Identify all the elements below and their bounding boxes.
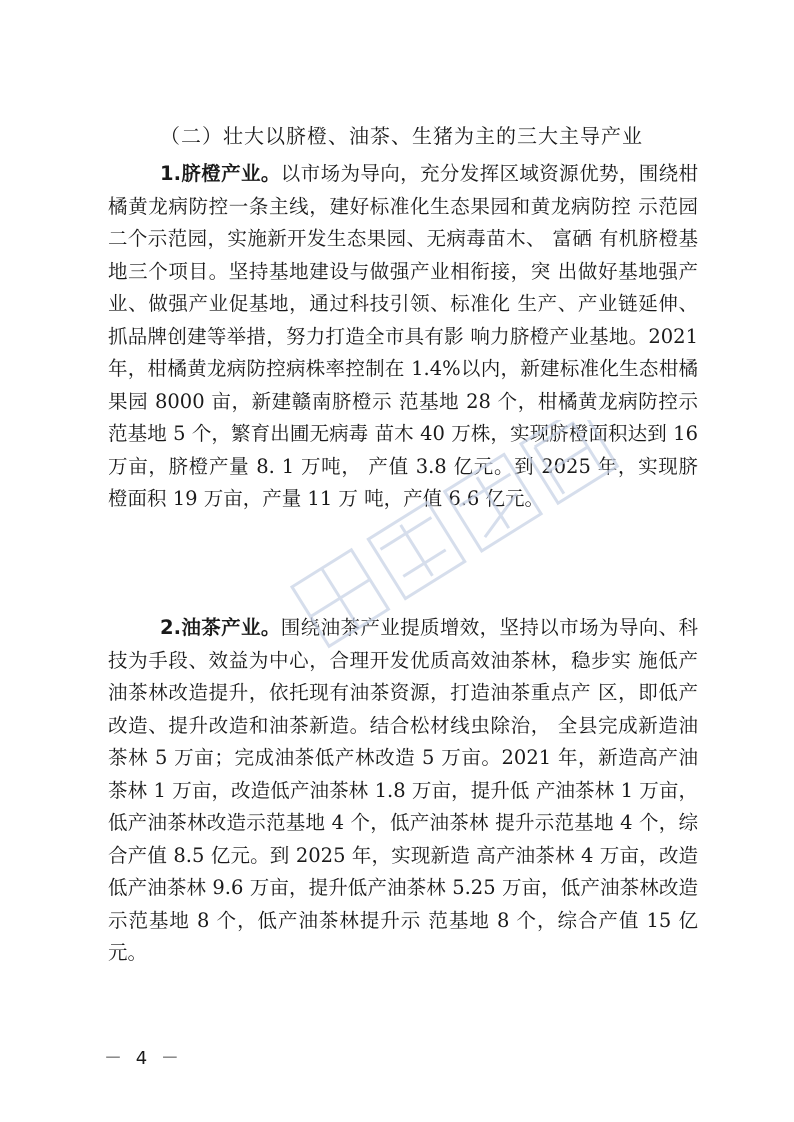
camellia-title: 2.油茶产业。: [160, 616, 281, 639]
page-number: － 4 －: [104, 1048, 183, 1069]
section-heading: （二）壮大以脐橙、油茶、生猪为主的三大主导产业: [160, 124, 643, 148]
camellia-paragraph: [108, 612, 698, 970]
navel-orange-title: 1.脐橙产业。: [160, 162, 281, 185]
navel-orange-paragraph: [108, 158, 698, 516]
camellia-body: 围绕油茶产业提质增效，坚持以市场为导向、科技为手段、效益为中心，合理开发优质高效油茶林，稳步实 施低产油茶林改造提升，依托现有油茶资源，打造油茶重点产 区，即低产改造、提升改造和油茶新造。结合松材线虫除治， 全县完成新造油茶林 5 万亩；完成油茶低产林改造 5 万亩。2021 年，新造高产油茶林 1 万亩，改造低产油茶林 1.8 万亩，提升低 产油茶林 1 万亩，低产油茶林改造示范基地 4 个，低产油茶林 提升示范基地 4 个，综合产值 8.5 亿元。到 2025 年，实现新造 高产油茶林 4 万亩，改造低产油茶林 9.6 万亩，提升低产油茶林 5.25 万亩，低产油茶林改造示范基地 8 个，低产油茶林提升示 范基地 8 个，综合产值 15 亿元。: [108, 616, 698, 964]
navel-orange-body: 以市场为导向，充分发挥区域资源优势，围绕柑橘黄龙病防控一条主线，建好标准化生态果园和黄龙病防控 示范园二个示范园，实施新开发生态果园、无病毒苗木、 富硒 有机脐橙基地三个项目。坚持基地建设与做强产业相衔接，突 出做好基地强产业、做强产业促基地，通过科技引领、标准化 生产、产业链延伸、抓品牌创建等举措，努力打造全市具有影 响力脐橙产业基地。2021 年，柑橘黄龙病防控病株率控制在 1.4%以内，新建标准化生态柑橘果园 8000 亩，新建赣南脐橙示 范基地 28 个，柑橘黄龙病防控示范基地 5 个，繁育出圃无病毒 苗木 40 万株，实现脐橙面积达到 16 万亩，脐橙产量 8. 1 万吨， 产值 3.8 亿元。到 2025 年，实现脐橙面积 19 万亩，产量 11 万 吨，产值 6.6 亿元。: [108, 162, 698, 510]
